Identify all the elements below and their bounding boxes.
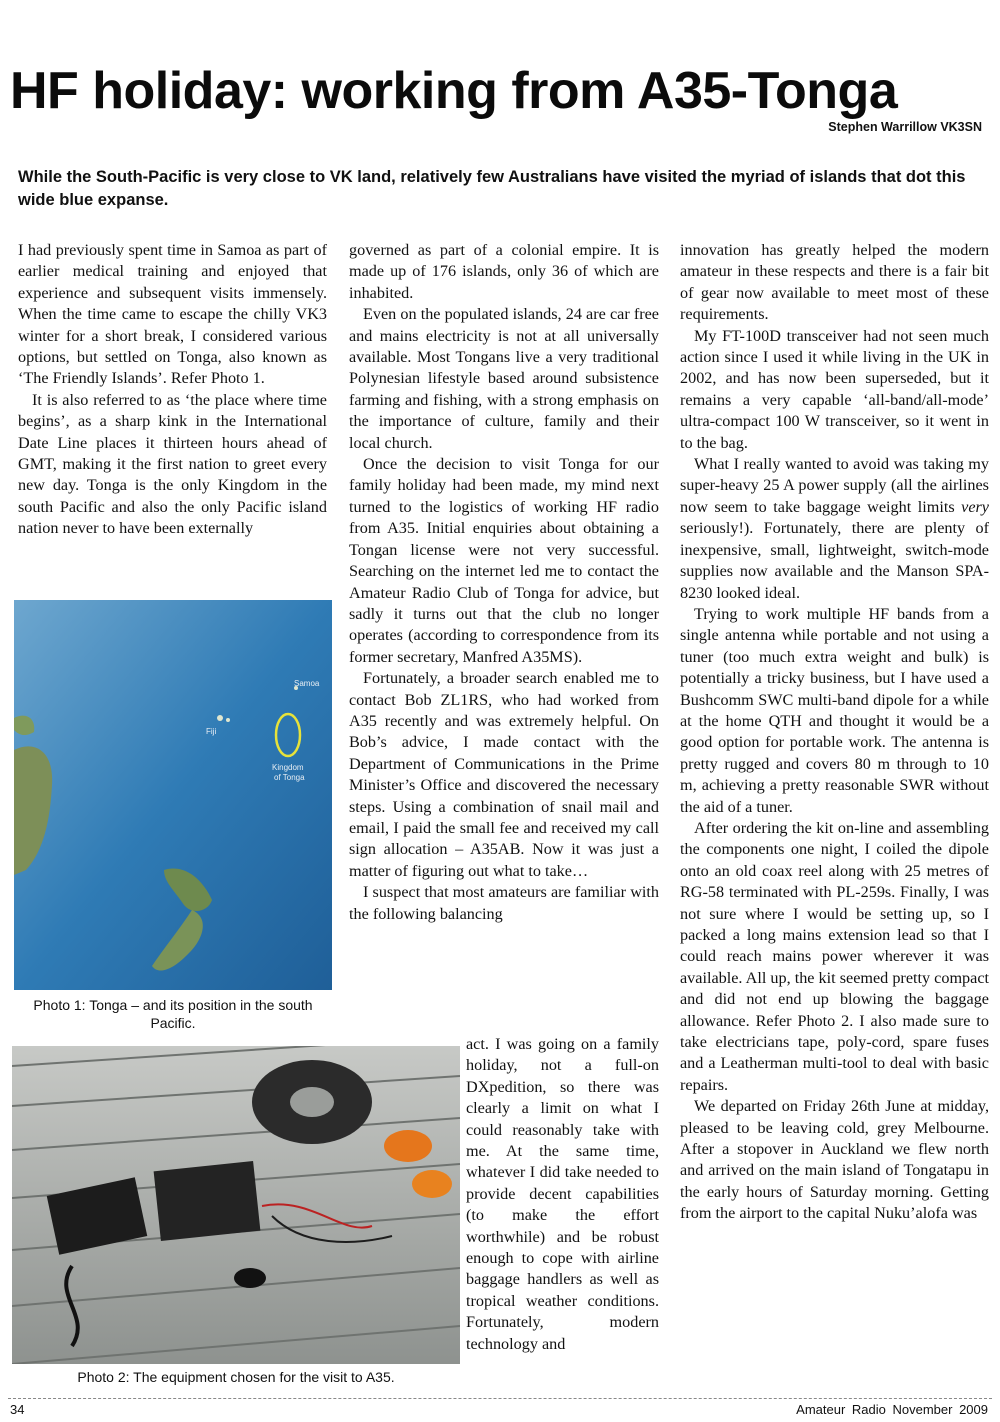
photo-1-map <box>14 600 332 990</box>
paragraph: innovation has greatly helped the modern amateur in these respects and there is a fair bit of gear now available to meet most of these requirements. <box>680 241 989 324</box>
fiji-island <box>217 715 223 721</box>
paragraph: Even on the populated islands, 24 are car free and mains electricity is not at all universally available. Most Tongans live a very traditional Polynesian lifestyle based around subsistence farming and fishing, with a strong emphasis on the importance of culture, family and their local church. <box>349 305 659 452</box>
paragraph: I had previously spent time in Samoa as part of earlier medical training and enjoyed that experience and subsequent visits immensely. When the time came to escape the chilly VK3 winter for a short break, I considered various options, but settled on Tonga, also known as ‘The Friendly Islands’. Refer Photo 1. <box>18 241 327 388</box>
electrical-tape <box>234 1268 266 1288</box>
paragraph: After ordering the kit on-line and assembling the components one night, I coiled the dipole onto an old coax reel along with 25 metres of RG-58 terminated with PL-259s. Finally, I was not sure where I would be setting up, so I packed a long mains extension lead so that I could reach mains power wherever it was available. All up, the kit seemed pretty compact and did not end up blowing the baggage allowance. Refer Photo 2. I also made sure to take electricians tape, poly-cord, spare fuses and a Leatherman multi-tool to deal with basic repairs. <box>680 818 989 1094</box>
paragraph: We departed on Friday 26th June at midday, pleased to be leaving cold, grey Melbourne. After a stopover in Auckland we flew north and arrived on the main island of Tongatapu in the early hours of Saturday morning. Getting from the airport to the capital Nuku’alofa was <box>680 1097 989 1223</box>
ocean <box>14 600 332 990</box>
paragraph <box>680 454 989 604</box>
equipment-photo <box>12 1046 460 1364</box>
orange-cord-coil <box>412 1170 452 1198</box>
magazine-info: Amateur Radio November 2009 <box>796 1402 988 1417</box>
article-author: Stephen Warrillow VK3SN <box>828 120 982 134</box>
article-title: HF holiday: working from A35-Tonga <box>10 62 898 120</box>
map-label-fiji: Fiji <box>206 727 217 736</box>
map-label-samoa: Samoa <box>294 679 320 688</box>
paragraph: Once the decision to visit Tonga for our family holiday had been made, my mind next turned to the logistics of working HF radio from A35. Initial enquiries about obtaining a Tongan license were not very successful. Searching on the internet led me to contact the Amateur Radio Club of Tonga for advice, but sadly it turns out that the club no longer operates (according to correspondence from its former secretary, Manfred A35MS). <box>349 455 659 666</box>
orange-cord-coil <box>384 1130 432 1162</box>
text-column-2-continued <box>466 1034 659 1355</box>
paragraph: Trying to work multiple HF bands from a single antenna while portable and not using a tuner (too much extra weight and bulk) is potentially a tricky business, but I have used a Bushcomm SWC multi-band dipole for a while at the home QTH and thought it would be a good option for portable work. The antenna is pretty rugged and covers 80 m through to 10 m, achieving a pretty reasonable SWR without the aid of a tuner. <box>680 604 989 816</box>
map-label-tonga-1: Kingdom <box>272 763 304 772</box>
text-run: seriously!). Fortunately, there are plenty of inexpensive, small, lightweight, switch-mode supplies now available and the Manson SPA-8230 looked ideal. <box>680 519 989 602</box>
paragraph: act. I was going on a family holiday, not a full-on DXpedition, so there was clearly a limit on what I could reasonably take with me. At the same time, whatever I did take needed to provide decent capabilities (to make the effort worthwhile) and be robust enough to cope with airline baggage handlers as well as tropical weather conditions. Fortunately, modern technology and <box>466 1035 659 1353</box>
footer-divider <box>8 1398 992 1399</box>
paragraph: I suspect that most amateurs are familiar with the following balancing <box>349 883 659 923</box>
photo-2-equipment <box>12 1046 460 1364</box>
paragraph: My FT-100D transceiver had not seen much action since I used it while living in the UK in 2002, and has now been superseded, but it remains a very capable ‘all-band/all-mode’ ultra-compact 100 W transceiver, so it went in to the bag. <box>680 326 989 452</box>
text-column-3 <box>680 240 989 1225</box>
coax-reel-hub <box>290 1087 334 1117</box>
text-run: What I really wanted to avoid was taking my super-heavy 25 A power supply (all the airlines now seem to take baggage weight limits <box>680 455 989 516</box>
article-standfirst: While the South-Pacific is very close to VK land, relatively few Australians have visited the myriad of islands that dot this wide blue expanse. <box>18 168 966 209</box>
fiji-island <box>226 718 230 722</box>
paragraph: Fortunately, a broader search enabled me to contact Bob ZL1RS, who had worked from A35 recently and was extremely helpful. On Bob’s advice, I made contact with the Department of Communications in the Prime Minister’s Office and discovered the necessary steps. Using a combination of snail mail and email, I paid the small fee and received my call sign allocation – A35AB. Now it was just a matter of figuring out what to take… <box>349 669 659 880</box>
text-column-1 <box>18 240 327 540</box>
paragraph: governed as part of a colonial empire. It is made up of 176 islands, only 36 of which are inhabited. <box>349 241 659 302</box>
photo-2-caption: Photo 2: The equipment chosen for the visit to A35. <box>77 1369 395 1385</box>
paragraph: It is also referred to as ‘the place where time begins’, as a sharp kink in the International Date Line places it thirteen hours ahead of GMT, making it the first nation to greet every new day. Tonga is the only Kingdom in the south Pacific and also the only Pacific island nation never to have been externally <box>18 390 327 538</box>
text-column-2 <box>349 240 659 925</box>
map-of-south-pacific <box>14 600 332 990</box>
photo-1-caption: Photo 1: Tonga – and its position in the south Pacific. <box>33 997 313 1031</box>
page-number: 34 <box>10 1402 25 1417</box>
emphasis: very <box>961 497 989 516</box>
power-supply <box>154 1161 261 1241</box>
map-label-tonga-2: of Tonga <box>274 773 305 782</box>
